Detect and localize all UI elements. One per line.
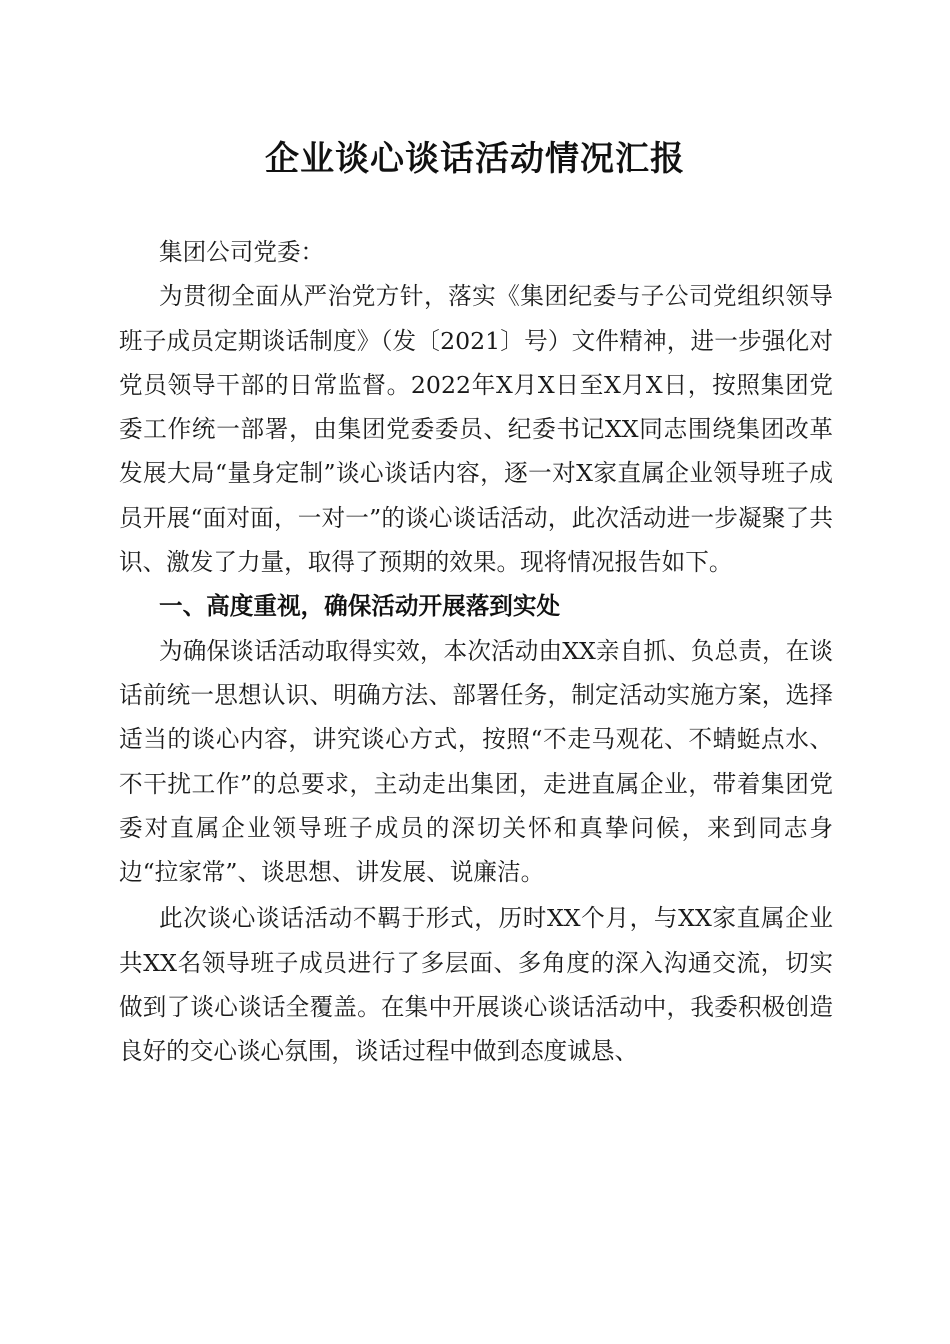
document-body — [119, 230, 833, 1074]
section-paragraph: 为确保谈话活动取得实效，本次活动由XX亲自抓、负总责，在谈话前统一思想认识、明确方法、部署任务，制定活动实施方案，选择适当的谈心内容，讲究谈心方式，按照“不走马观花、不蜻蜓点水、不干扰工作”的总要求，主动走出集团，走进直属企业，带着集团党委对直属企业领导班子成员的深切关怀和真挚问候，来到同志身边“拉家常”、谈思想、讲发展、说廉洁。 — [119, 636, 833, 887]
section-paragraph: 此次谈心谈话活动不羁于形式，历时XX个月，与XX家直属企业共XX名领导班子成员进行了多层面、多角度的深入沟通交流，切实做到了谈心谈话全覆盖。在集中开展谈心谈话活动中，我委积极创造良好的交心谈心氛围，谈话过程中做到态度诚恳、 — [119, 904, 833, 1066]
page-title: 企业谈心谈话活动情况汇报 — [265, 139, 685, 179]
salutation: 集团公司党委： — [159, 238, 325, 266]
intro-paragraph: 为贯彻全面从严治党方针，落实《集团纪委与子公司党组织领导班子成员定期谈话制度》（发〔2021〕号）文件精神，进一步强化对党员领导干部的日常监督。2022年X月X日至X月X日，按照集团党委工作统一部署，由集团党委委员、纪委书记XX同志围绕集团改革发展大局“量身定制”谈心谈话内容，逐一对X家直属企业领导班子成员开展“面对面，一对一”的谈心谈话活动，此次活动进一步凝聚了共识、激发了力量，取得了预期的效果。现将情况报告如下。 — [119, 282, 833, 577]
section-heading: 一、高度重视，确保活动开展落到实处 — [159, 592, 561, 621]
